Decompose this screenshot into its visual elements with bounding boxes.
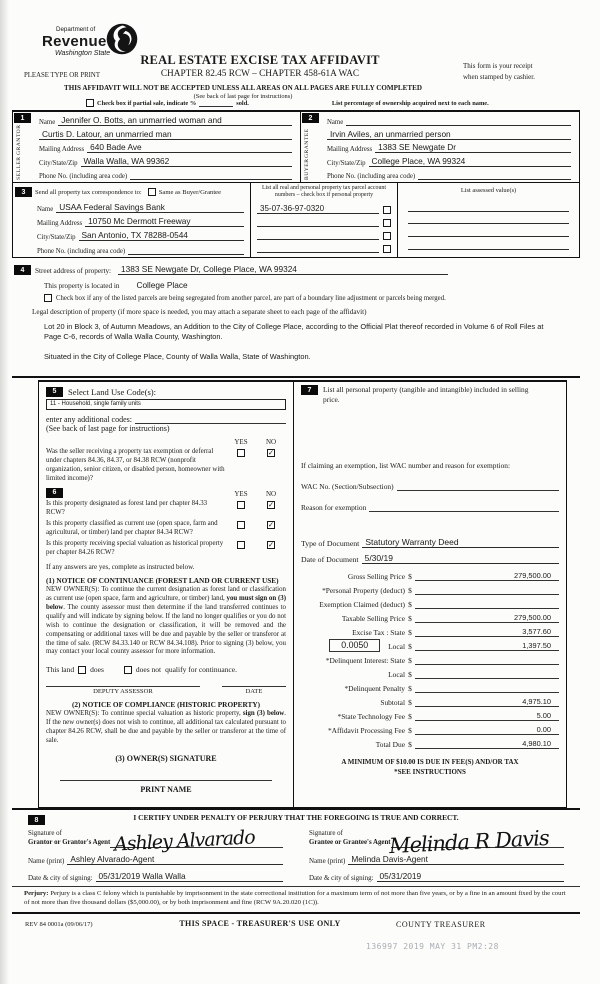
total-due-value[interactable]: 4,980.10 <box>415 739 559 749</box>
affidavit-processing-fee-label: *Affidavit Processing Fee <box>327 725 405 735</box>
grantee-signature-block <box>309 824 564 882</box>
no-header: NO <box>265 438 277 446</box>
form-revision-number: REV 84 0001a (09/06/17) <box>25 921 93 928</box>
n1-bold: you must sign on (3) below <box>46 594 286 611</box>
corr-phone-label: Phone No. (including area code) <box>37 248 126 255</box>
section-8-badge: 8 <box>28 815 45 825</box>
buyer-phone-input[interactable] <box>418 179 571 180</box>
grantor-signature-line[interactable] <box>110 824 283 856</box>
deputy-date-line[interactable]: DATE <box>222 686 286 695</box>
parcel-input-2[interactable] <box>257 226 379 227</box>
dollar-sign: $ <box>408 571 412 581</box>
date-of-document-label: Date of Document <box>301 554 359 564</box>
gross-selling-price-value[interactable]: 279,500.00 <box>415 571 559 581</box>
dollar-sign: $ <box>408 683 412 693</box>
owners-signature-line[interactable] <box>60 774 272 781</box>
grantee-sig-label-2: Grantee or Grantee's Agent <box>309 839 391 847</box>
buyer-side-text: BUYER <box>304 158 310 180</box>
seller-mailing-label: Mailing Address <box>39 146 85 154</box>
section-3-badge: 3 <box>15 187 32 197</box>
grantee-signature-line[interactable] <box>388 824 564 859</box>
delinquent-penalty-label: *Delinquent Penalty <box>344 683 405 693</box>
partial-sale-row <box>86 99 586 107</box>
section-6-badge: 6 <box>46 488 63 498</box>
does-not-checkbox[interactable] <box>124 666 132 674</box>
lower-panels <box>38 380 567 808</box>
acceptance-warning: THIS AFFIDAVIT WILL NOT BE ACCEPTED UNLESS ALL AREAS ON ALL PAGES ARE FULLY COMPLETED <box>64 84 422 92</box>
see-instructions-line: *SEE INSTRUCTIONS <box>394 768 466 777</box>
grantee-name-print-input[interactable]: Melinda Davis-Agent <box>348 854 564 865</box>
same-as-buyer-label: Same as Buyer/Grantee <box>158 188 222 196</box>
perjury-label: Perjury: <box>24 890 49 897</box>
subtotal-label: Subtotal <box>380 697 405 707</box>
grantee-date-city-label: Date & city of signing: <box>309 874 374 882</box>
type-of-document-label: Type of Document <box>301 538 360 548</box>
partial-percent-input[interactable] <box>199 100 233 107</box>
wac-no-input[interactable] <box>397 482 559 491</box>
print-name-title: PRINT NAME <box>140 785 192 795</box>
dollar-sign: $ <box>408 613 412 623</box>
excise-tax-local-value[interactable]: 1,397.50 <box>415 641 559 651</box>
grantor-side-text: GRANTOR <box>16 125 22 156</box>
parcel-checkbox-3[interactable] <box>383 232 391 240</box>
type-of-document-input[interactable]: Statutory Warranty Deed <box>362 537 559 548</box>
delinquent-interest-local-label: Local <box>388 669 405 679</box>
partial-sale-checkbox[interactable] <box>86 99 94 107</box>
section-4-badge: 4 <box>14 265 31 275</box>
corr-mailing-input[interactable]: 10750 Mc Dermott Freeway <box>85 216 244 227</box>
excise-tax-local-label: Local <box>388 641 405 651</box>
corr-name-label: Name <box>37 206 54 213</box>
historic-yes-checkbox[interactable] <box>237 541 245 549</box>
located-in-label: This property is located in <box>44 282 120 290</box>
located-in-input[interactable]: College Place <box>136 280 188 290</box>
historic-no-checkbox[interactable]: ✓ <box>267 540 275 549</box>
forest-yes-checkbox[interactable] <box>237 501 245 509</box>
corr-mailing-label: Mailing Address <box>37 220 83 227</box>
corr-city-label: City/State/Zip <box>37 234 76 241</box>
notice-continuance-body <box>46 586 286 658</box>
yes-header-2: YES <box>234 489 248 498</box>
grantee-sig-label-1: Signature of <box>309 830 343 838</box>
buyer-name-label: Name <box>327 119 344 127</box>
section-3-correspondence <box>13 183 251 257</box>
notice-compliance-body <box>46 710 286 746</box>
buyer-name2-input[interactable]: Irvin Aviles, an unmarried person <box>327 129 571 140</box>
correspondence-parcel-row <box>13 183 579 257</box>
situated-text[interactable]: Situated in the City of College Place, County of Walla Walla, State of Washington. <box>44 351 311 361</box>
taxable-selling-price-label: Taxable Selling Price <box>341 613 405 623</box>
land-use-code-select[interactable]: 11 - Household, single family units <box>46 399 286 410</box>
section-5-badge: 5 <box>46 387 63 397</box>
logo-revenue-text: Revenue <box>42 33 107 50</box>
forest-land-question: Is this property designated as forest land per chapter 84.33 RCW? <box>46 499 208 516</box>
street-address-input[interactable]: 1383 SE Newgate Dr, College Place, WA 99324 <box>118 264 448 275</box>
seller-phone-input[interactable] <box>130 179 292 180</box>
additional-codes-input[interactable] <box>135 415 286 424</box>
see-back-note: (See back of last page for instructions) <box>193 93 293 100</box>
gross-selling-price-label: Gross Selling Price <box>347 571 405 581</box>
corr-name-input[interactable]: USAA Federal Savings Bank <box>56 202 244 213</box>
reason-exemption-input[interactable] <box>369 503 559 512</box>
section-7-panel <box>294 380 567 808</box>
assessed-input-2[interactable] <box>408 212 569 225</box>
parcel-header: List all real and personal property tax parcel account numbers – check box if personal property <box>262 185 386 199</box>
no-header-2: NO <box>265 489 277 498</box>
parcel-numbers-box <box>251 183 398 257</box>
grantee-side-text: GRANTEE <box>304 127 310 158</box>
grantor-sig-label-2: Grantor or Grantor's Agent <box>28 839 111 847</box>
exemption-claimed-label: Exemption Claimed (deduct) <box>319 599 405 609</box>
exemption-claim-label: If claiming an exemption, list WAC number and reason for exemption: <box>301 460 511 470</box>
local-rate-input[interactable]: 0.0050 <box>329 639 380 652</box>
seller-name-label: Name <box>39 119 56 127</box>
does-not-label: does not <box>135 665 162 675</box>
legal-description-label: Legal description of property (if more space is needed, you may attach a separate sheet to each page of the affidavit) <box>32 308 367 316</box>
buyer-fields <box>327 112 579 182</box>
revenue-swirl-icon <box>104 21 140 57</box>
dollar-sign: $ <box>408 599 412 609</box>
excise-tax-state-label: Excise Tax : State <box>352 627 405 637</box>
assessed-input-3[interactable] <box>408 224 569 237</box>
segregated-checkbox[interactable] <box>44 294 52 302</box>
seller-name2-input[interactable]: Curtis D. Latour, an unmarried man <box>39 129 292 140</box>
legal-description-text[interactable]: Lot 20 in Block 3, of Autumn Meadows, an Addition to the City of College Place, according to the Official Plat thereof recorded in Volume 6 of Roll Files at Page C-6, records of Walla Walla County, Washington. <box>44 322 544 341</box>
grantee-signature: Melinda R Davis <box>388 825 549 859</box>
parcel-checkbox-4[interactable] <box>383 245 391 253</box>
taxable-selling-price-value[interactable]: 279,500.00 <box>415 613 559 623</box>
county-treasurer-label: COUNTY TREASURER <box>396 920 486 929</box>
q5-no-checkbox[interactable]: ✓ <box>267 448 275 458</box>
n2-bold: sign (3) below <box>242 710 285 718</box>
dollar-sign: $ <box>408 739 412 749</box>
section-1-badge: 1 <box>14 113 31 123</box>
current-use-question: Is this property classified as current use (open space, farm and agricultural, or timber) land per chapter 84.34 RCW? <box>46 519 218 536</box>
assessed-input-1[interactable] <box>408 199 569 212</box>
partial-sale-label: Check box if partial sale, indicate % <box>97 100 197 107</box>
grantee-name-print-label: Name (print) <box>309 857 346 865</box>
affidavit-processing-fee-value[interactable]: 0.00 <box>415 725 559 735</box>
does-label: does <box>90 665 104 675</box>
personal-property-label: List all personal property (tangible and intangible) included in selling price. <box>323 385 529 404</box>
minimum-due-note <box>301 757 559 778</box>
n1-pre: NEW OWNER(S): To continue the current designation as forest land or classification as current use (open space, farm and agriculture, or timber) land, <box>46 585 286 602</box>
scan-edge <box>0 0 9 984</box>
dollar-sign: $ <box>408 627 412 637</box>
parties-box <box>12 110 580 258</box>
buyer-city-input[interactable]: College Place, WA 99324 <box>369 156 571 167</box>
seller-grantor-side-label <box>16 125 22 180</box>
assessed-values-box <box>398 183 579 257</box>
minimum-due-line: A MINIMUM OF $10.00 IS DUE IN FEE(S) AND/OR TAX <box>341 757 519 766</box>
parcel-input-3[interactable] <box>257 239 379 240</box>
notice-compliance-title: (2) NOTICE OF COMPLIANCE (HISTORIC PROPERTY) <box>71 700 261 710</box>
perjury-text: Perjury is a class C felony which is punishable by imprisonment in the state correctional institution for a maximum term of not more than five years, or by a fine in an amount fixed by the court of not more than five thousand dollars ($5,000.00), or by both imprisonment and fine (RCW 9A.20.020 (1C)). <box>24 890 566 907</box>
q5-yes-checkbox[interactable] <box>237 449 245 457</box>
dollar-sign: $ <box>408 711 412 721</box>
perjury-notice <box>12 886 580 914</box>
seller-name-input[interactable]: Jennifer O. Botts, an unmarried woman and <box>58 115 292 126</box>
corr-city-input[interactable]: San Antonio, TX 78288-0544 <box>79 230 244 241</box>
forest-no-checkbox[interactable]: ✓ <box>267 500 275 510</box>
treasurer-date-stamp: 136997 2019 MAY 31 PM2:28 <box>366 942 499 951</box>
land-use-title: Select Land Use Code(s): <box>68 386 157 397</box>
n2-pre: NEW OWNER(S): To continue special valuation as historic property, <box>46 710 243 718</box>
form-subtitle: CHAPTER 82.45 RCW – CHAPTER 458-61A WAC <box>160 69 360 79</box>
parcel-input-1[interactable]: 35-07-36-97-0320 <box>257 204 379 214</box>
buyer-mailing-input[interactable]: 1383 SE Newgate Dr <box>375 142 571 153</box>
sold-label: sold. <box>236 100 249 107</box>
ownership-note: List percentage of ownership acquired next to each name. <box>331 100 489 107</box>
receipt-note <box>463 61 573 82</box>
grantor-name-print-input[interactable]: Ashley Alvarado-Agent <box>67 854 283 865</box>
historic-question: Is this property receiving special valuation as historical property per chapter 84.26 RCW? <box>46 539 224 556</box>
deputy-assessor-signature-line[interactable]: DEPUTY ASSESSOR <box>46 686 200 695</box>
parcel-checkbox-1[interactable] <box>383 206 391 214</box>
grantor-signature-label <box>28 830 110 848</box>
seller-fields <box>39 112 300 182</box>
buyer-phone-label: Phone No. (including area code) <box>327 173 416 181</box>
correspondence-fields <box>37 199 244 255</box>
excise-tax-state-value[interactable]: 3,577.60 <box>415 627 559 637</box>
additional-codes-label: enter any additional codes: <box>46 415 132 424</box>
street-address-label: Street address of property: <box>35 267 112 275</box>
personal-property-deduct-label: *Personal Property (deduct) <box>322 585 405 595</box>
section-4-property <box>12 258 580 378</box>
section-5-6-panel <box>38 380 294 808</box>
state-technology-fee-value[interactable]: 5.00 <box>415 711 559 721</box>
this-land-label: This land <box>46 665 75 675</box>
corr-phone-input[interactable] <box>128 254 244 255</box>
same-as-buyer-checkbox[interactable] <box>148 188 156 196</box>
does-checkbox[interactable] <box>78 666 86 674</box>
treasurer-use-label: THIS SPACE - TREASURER'S USE ONLY <box>179 919 341 928</box>
owners-signature-title: (3) OWNER(S) SIGNATURE <box>115 754 217 764</box>
grantor-name-print-label: Name (print) <box>28 857 65 865</box>
seller-mailing-input[interactable]: 640 Bade Ave <box>87 142 292 153</box>
assessed-header: List assessed value(s) <box>460 187 517 194</box>
section-1-seller <box>13 112 301 182</box>
dollar-sign: $ <box>408 669 412 679</box>
total-due-label: Total Due <box>375 739 405 749</box>
grantor-signature: Ashley Alvarado <box>113 826 256 856</box>
qualify-label: qualify for continuance. <box>165 665 237 675</box>
yes-header: YES <box>234 438 248 446</box>
parcel-checkbox-2[interactable] <box>383 219 391 227</box>
grantor-date-city-label: Date & city of signing: <box>28 874 93 882</box>
state-technology-fee-label: *State Technology Fee <box>337 711 405 721</box>
buyer-grantee-side-label <box>304 125 310 180</box>
see-back-instructions: (See back of last page for instructions) <box>46 424 170 433</box>
dollar-sign: $ <box>408 655 412 665</box>
receipt-note-line2: when stamped by cashier. <box>463 72 535 81</box>
section-7-badge: 7 <box>301 385 318 395</box>
wac-no-label: WAC No. (Section/Subsection) <box>301 481 394 491</box>
segregated-label: Check box if any of the listed parcels are being segregated from another parcel, are part of a boundary line adjustment or parcels being merged. <box>56 294 446 302</box>
form-title: REAL ESTATE EXCISE TAX AFFIDAVIT <box>140 53 380 67</box>
logo-state-text: Washington State <box>55 50 111 57</box>
send-correspondence-label: Send all property tax correspondence to: <box>35 188 142 196</box>
current-use-no-checkbox[interactable]: ✓ <box>267 520 275 530</box>
assessed-input-4[interactable] <box>408 237 569 250</box>
dollar-sign: $ <box>408 641 412 651</box>
subtotal-value[interactable]: 4,975.10 <box>415 697 559 707</box>
n1-post: . The county assessor must then determine if the land transferred continues to qualify and will indicate by signing below. If the land no longer qualifies or you do not wish to continue the designation or classification, it will be removed and the compensating or additional taxes will be due and payable by the seller or transferor at the time of sale. (RCW 84.33.140 or RCW 84.34.108). Prior to signing (3) below, you may contact your local county assessor for more information. <box>46 603 286 656</box>
current-use-yes-checkbox[interactable] <box>237 521 245 529</box>
seller-buyer-row <box>13 112 579 183</box>
section-2-buyer <box>301 112 579 182</box>
certify-statement: I CERTIFY UNDER PENALTY OF PERJURY THAT THE FOREGOING IS TRUE AND CORRECT. <box>133 813 459 822</box>
seller-side-text: SELLER <box>16 156 22 180</box>
notice-continuance-title: (1) NOTICE OF CONTINUANCE (FOREST LAND OR CURRENT USE) <box>46 575 279 585</box>
grantee-signature-label <box>309 830 391 848</box>
section-2-badge: 2 <box>302 113 319 123</box>
dollar-sign: $ <box>408 725 412 735</box>
logo-dept-text: Department of <box>56 26 96 33</box>
grantor-date-city-input[interactable]: 05/31/2019 Walla Walla <box>96 871 283 882</box>
please-type-note: PLEASE TYPE OR PRINT <box>24 72 100 79</box>
receipt-note-line1: This form is your receipt <box>463 62 533 70</box>
grantor-signature-block <box>28 824 283 882</box>
dollar-sign: $ <box>408 585 412 595</box>
exemption-question: Was the seller receiving a property tax exemption or deferral under chapters 84.36, 84.37, or 84.38 RCW (nonprofit organization, senior citizen, or disabled person, homeowner with limited income)? <box>46 448 225 482</box>
seller-city-label: City/State/Zip <box>39 159 78 167</box>
grantee-date-city-input[interactable]: 05/31/2019 <box>377 871 564 882</box>
date-of-document-input[interactable]: 5/30/19 <box>362 553 559 564</box>
seller-phone-label: Phone No. (including area code) <box>39 173 128 181</box>
seller-city-input[interactable]: Walla Walla, WA 99362 <box>81 156 292 167</box>
grantor-sig-label-1: Signature of <box>28 830 62 838</box>
buyer-mailing-label: Mailing Address <box>327 146 373 154</box>
parcel-input-4[interactable] <box>257 252 379 253</box>
dollar-sign: $ <box>408 697 412 707</box>
section-8-signatures <box>12 808 580 886</box>
buyer-city-label: City/State/Zip <box>327 159 366 167</box>
n2-post: . If the new owner(s) does not wish to continue, all additional tax calculated pursuant to chapter 84.26 RCW, shall be due and payable by the seller or transferor at the time of sale. <box>46 710 286 745</box>
delinquent-interest-state-label: *Delinquent Interest: State <box>325 655 405 665</box>
reason-exemption-label: Reason for exemption <box>301 502 367 512</box>
if-yes-note: If any answers are yes, complete as instructed below. <box>46 562 195 571</box>
